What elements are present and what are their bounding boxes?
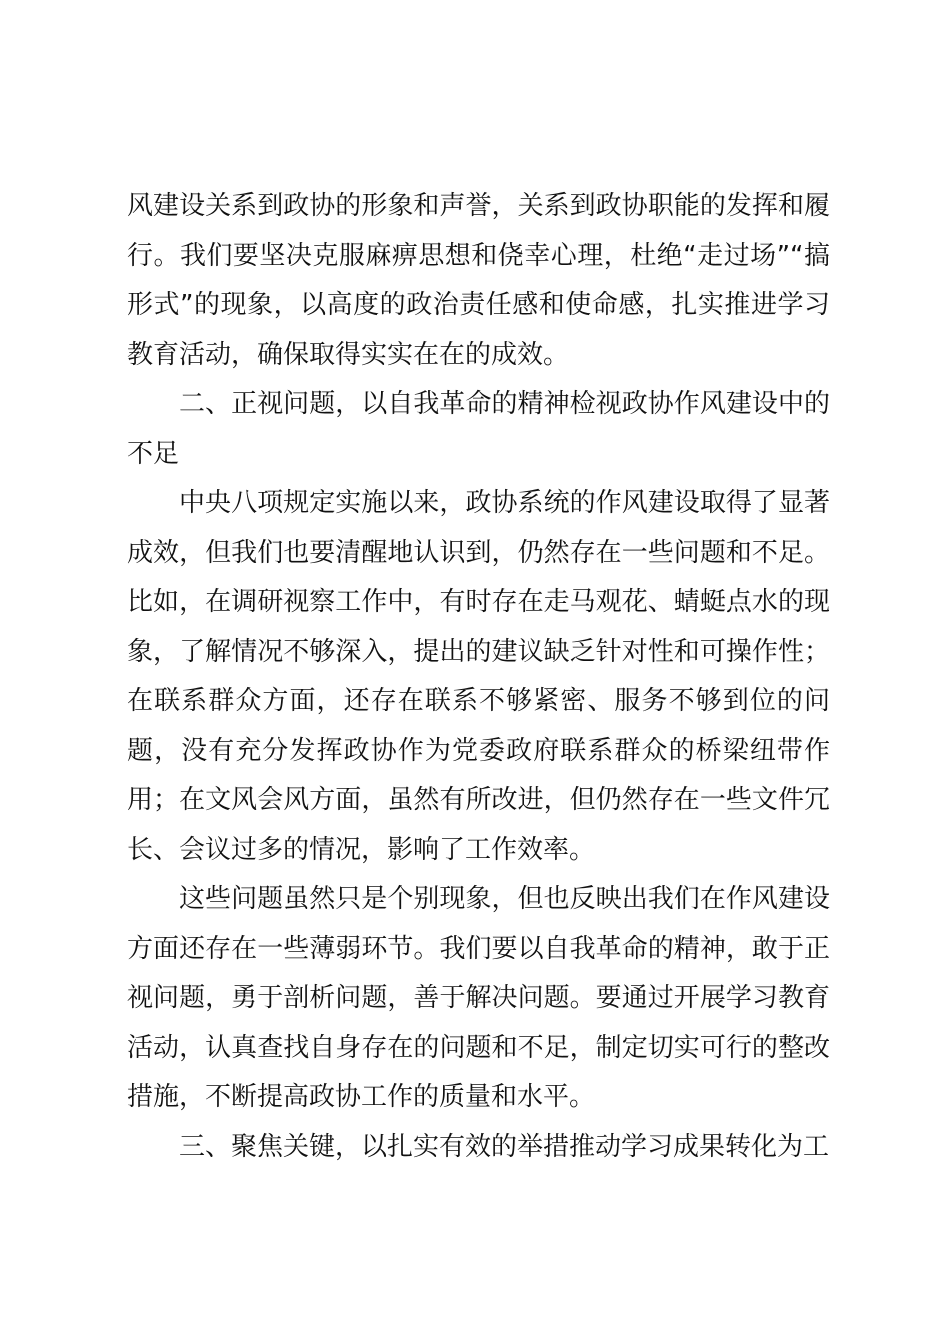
paragraph-self-revolution: 这些问题虽然只是个别现象，但也反映出我们在作风建设方面还存在一些薄弱环节。我们要以自我革命的精神，敢于正视问题，勇于剖析问题，善于解决问题。要通过开展学习教育活动，认真查找自身存在的问题和不足，制定切实可行的整改措施，不断提高政协工作的质量和水平。 (127, 884, 830, 1112)
section-heading-2: 二、正视问题，以自我革命的精神检视政协作风建设中的不足 (127, 389, 830, 469)
paragraph-continuation: 风建设关系到政协的形象和声誉，关系到政协职能的发挥和履行。我们要坚决克服麻痹思想和侥幸心理，杜绝“走过场”“搞形式”的现象，以高度的政治责任感和使命感，扎实推进学习教育活动，确保取得实实在在的成效。 (127, 191, 830, 370)
paragraph-problems: 中央八项规定实施以来，政协系统的作风建设取得了显著成效，但我们也要清醒地认识到，仍然存在一些问题和不足。比如，在调研视察工作中，有时存在走马观花、蜻蜓点水的现象，了解情况不够深入，提出的建议缺乏针对性和可操作性；在联系群众方面，还存在联系不够紧密、服务不够到位的问题，没有充分发挥政协作为党委政府联系群众的桥梁纽带作用；在文风会风方面，虽然有所改进，但仍然存在一些文件冗长、会议过多的情况，影响了工作效率。 (127, 488, 830, 865)
section-heading-3: 三、聚焦关键，以扎实有效的举措推动学习成果转化为工 (179, 1131, 830, 1162)
document-body (127, 182, 830, 1172)
